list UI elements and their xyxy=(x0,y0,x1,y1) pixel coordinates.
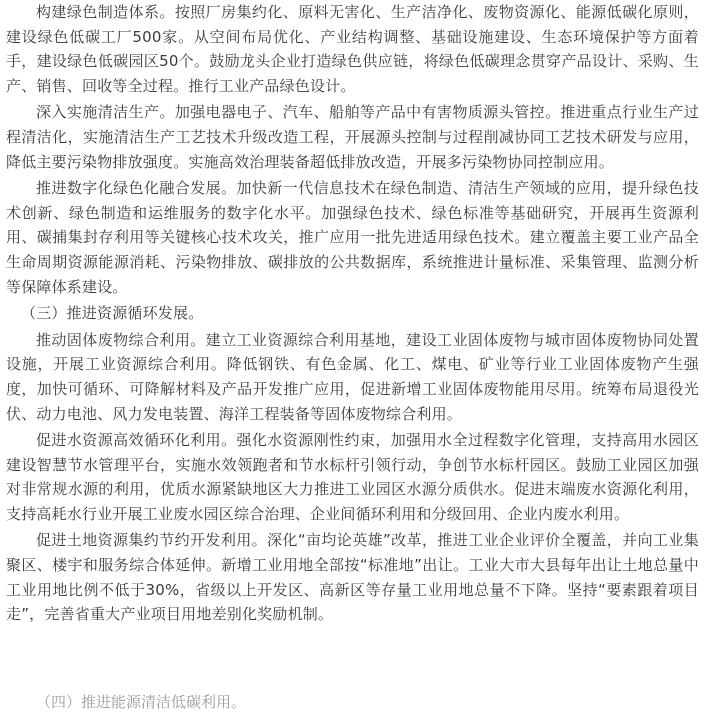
paragraph-digital-green-integration: 推进数字化绿色化融合发展。加快新一代信息技术在绿色制造、清洁生产领域的应用，提升绿色技术创新、绿色制造和运维服务的数字化水平。加强绿色技术、绿色标准等基础研究，开展再生资源利用、碳捕集封存利用等关键核心技术攻关，推广应用一批先进适用绿色技术。建立覆盖主要工业产品全生命周期资源能源消耗、污染物排放、碳排放的公共数据库，系统推进计量标准、采集管理、监测分析等保障体系建设。 xyxy=(6,179,699,296)
section-heading-clean-energy: （四）推进能源清洁低碳利用。 xyxy=(36,693,247,711)
paragraph-solid-waste: 推动固体废物综合利用。建立工业资源综合利用基地，建设工业固体废物与城市固体废物协同处置设施，开展工业资源综合利用。降低钢铁、有色金属、化工、煤电、矿业等行业工业固体废物产生强度，加快可循环、可降解材料及产品开发推广应用，促进新增工业固体废物能用尽用。统筹布局退役光伏、动力电池、风力发电装置、海洋工程装备等固体废物综合利用。 xyxy=(6,330,699,423)
section-heading-resource-recycling: （三）推进资源循环发展。 xyxy=(21,304,204,323)
paragraph-green-manufacturing: 构建绿色制造体系。按照厂房集约化、原料无害化、生产洁净化、废物资源化、能源低碳化原则，建设绿色低碳工厂500家。从空间布局优化、产业结构调整、基础设施建设、生态环境保护等方面着手，建设绿色低碳园区50个。鼓励龙头企业打造绿色供应链，将绿色低碳理念贯穿产品设计、采购、生产、销售、回收等全过程。推行工业产品绿色设计。 xyxy=(6,3,699,95)
paragraph-land-resources: 促进土地资源集约节约开发利用。深化“亩均论英雄”改革，推进工业企业评价全覆盖，并向工业集聚区、楼宇和服务综合体延伸。新增工业用地全部按“标准地”出让。工业大市大县每年出让土地总量中工业用地比例不低于30%，省级以上开发区、高新区等存量工业用地总量不下降。坚持“要素跟着项目走”，完善省重大产业项目用地差别化奖励机制。 xyxy=(6,531,699,624)
paragraph-water-resources: 促进水资源高效循环化利用。强化水资源刚性约束，加强用水全过程数字化管理，支持高用水园区建设智慧节水管理平台，实施水效领跑者和节水标杆引领行动，争创节水标杆园区。鼓励工业园区加强对非常规水源的利用，优质水源紧缺地区大力推进工业园区水源分质供水。促进末端废水资源化利用，支持高耗水行业开展工业废水园区综合治理、企业间循环利用和分级回用、企业内废水利用。 xyxy=(6,431,699,523)
paragraph-clean-production: 深入实施清洁生产。加强电器电子、汽车、船舶等产品中有害物质源头管控。推进重点行业生产过程清洁化，实施清洁生产工艺技术升级改造工程，开展源头控制与过程削减协同工艺技术研发与应用，降低主要污染物排放强度。实施高效治理装备超低排放改造，开展多污染物协同控制应用。 xyxy=(6,103,699,171)
cut-off-next-line xyxy=(6,693,336,711)
document-body xyxy=(6,0,699,627)
